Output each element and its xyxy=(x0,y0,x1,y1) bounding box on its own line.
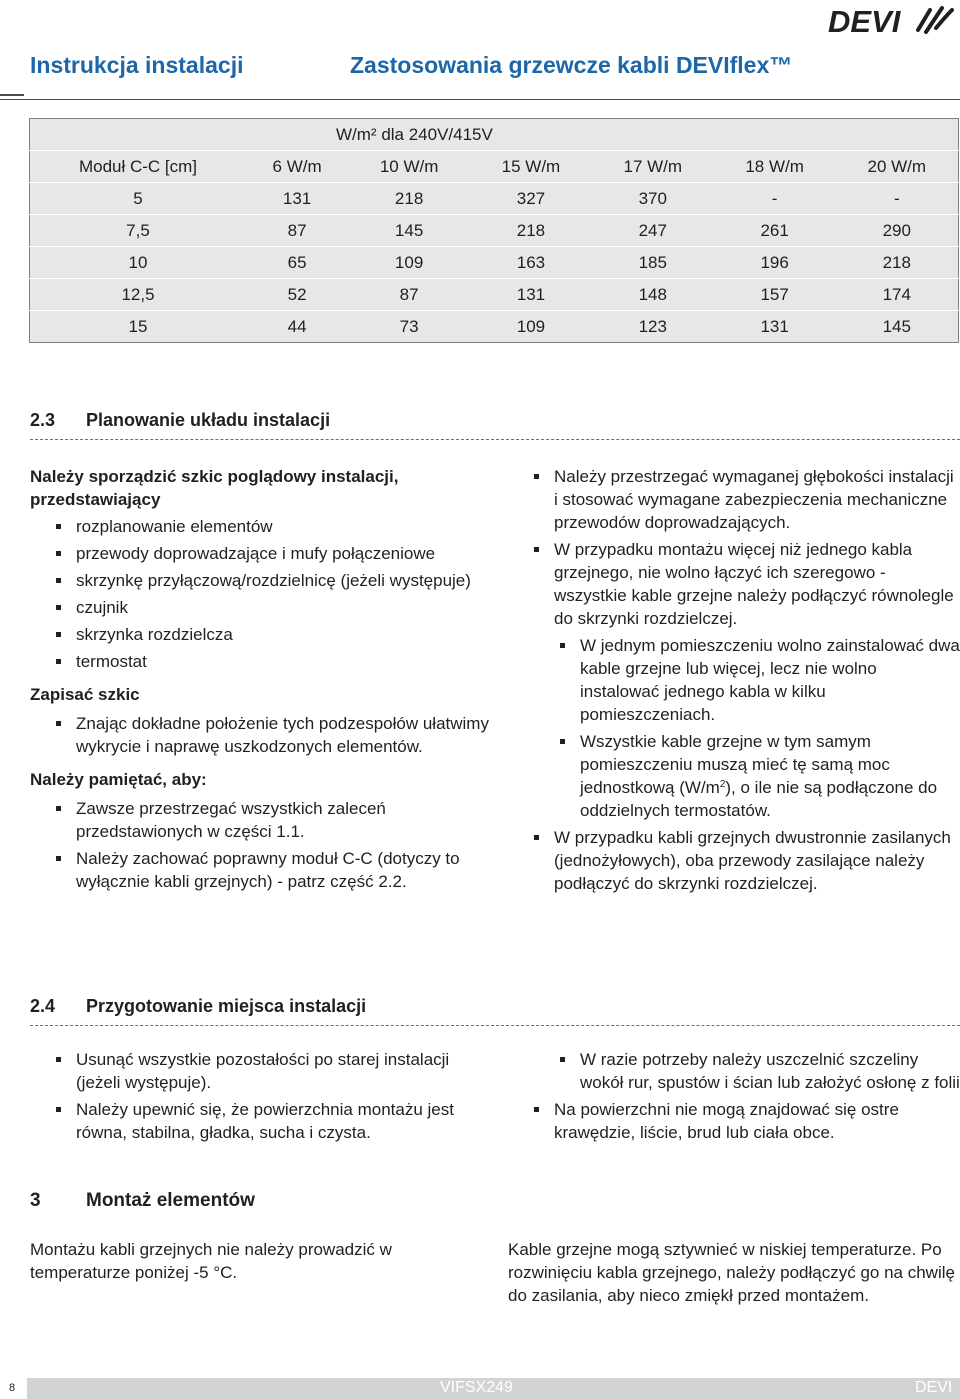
page-number: 8 xyxy=(9,1382,16,1394)
table-cell: 10 xyxy=(30,247,247,279)
table-cell: 157 xyxy=(714,279,836,311)
table-header-row xyxy=(30,151,959,183)
table-row xyxy=(30,279,959,311)
list-item: rozplanowanie elementów xyxy=(30,515,490,538)
right-list-2 xyxy=(508,826,960,895)
table-cell: 370 xyxy=(592,183,714,215)
list-item: W razie potrzeby należy uszczelnić szczeliny wokół rur, spustów i ścian lub założyć osłonę z folii xyxy=(508,1048,960,1094)
table-cell: 145 xyxy=(882,316,911,336)
table-cell: 109 xyxy=(348,247,470,279)
doc-type-title: Instrukcja instalacji xyxy=(30,52,244,78)
table-cell: 73 xyxy=(399,316,419,336)
table-cell: 131 xyxy=(246,183,348,215)
section-number: 2.3 xyxy=(30,410,56,430)
table-header-cell: 17 W/m xyxy=(592,151,714,183)
table-header-cell: 10 W/m xyxy=(348,151,470,183)
paragraph: Montażu kabli grzejnych nie należy prowadzić w temperaturze poniżej -5 °C. xyxy=(30,1240,392,1282)
subheading-save-sketch: Zapisać szkic xyxy=(30,685,140,704)
table-cell: 145 xyxy=(348,215,470,247)
list-item: W przypadku kabli grzejnych dwustronnie zasilanych (jednożyłowych), oba przewody zasilające należy podłączyć do skrzynki rozdzielczej. xyxy=(508,826,960,895)
table-cell: - xyxy=(836,183,959,215)
doc-main-title: Zastosowania grzewcze kabli DEVIflex™ xyxy=(350,52,793,78)
save-sketch-list xyxy=(30,712,490,758)
table-cell: 218 xyxy=(836,247,959,279)
table-cell: 109 xyxy=(516,316,546,336)
table-cell: 87 xyxy=(348,279,470,311)
table-cell: 163 xyxy=(470,247,592,279)
devi-logo-icon xyxy=(826,4,954,36)
table-caption: W/m² dla 240V/415V xyxy=(246,119,959,151)
nested-list xyxy=(508,1048,960,1094)
table-cell: 247 xyxy=(592,215,714,247)
table-cell: 131 xyxy=(470,279,592,311)
table-cell: 131 xyxy=(760,316,789,336)
table-cell: 87 xyxy=(246,215,348,247)
superscript: 2 xyxy=(719,779,726,790)
header-tick xyxy=(0,94,24,96)
section-number: 3 xyxy=(30,1190,41,1211)
list-text: ), o ile nie są podłączone do oddzielnych termostatów. xyxy=(580,778,938,820)
table-row xyxy=(30,311,959,343)
preparation-list-2 xyxy=(508,1098,960,1144)
section-3-left-column xyxy=(30,1238,470,1284)
list-item: skrzynka rozdzielcza xyxy=(30,623,490,646)
table-header-cell: Moduł C-C [cm] xyxy=(30,151,247,183)
section-title: Przygotowanie miejsca instalacji xyxy=(86,996,367,1016)
section-title: Montaż elementów xyxy=(86,1190,255,1211)
sketch-items-list xyxy=(30,515,490,673)
list-item: czujnik xyxy=(30,596,490,619)
list-item: W przypadku montażu więcej niż jednego kabla grzejnego, nie wolno łączyć ich szeregowo - wszystkie kable grzejne należy podłączyć równolegle do skrzynki rozdzielczej. xyxy=(508,538,960,630)
table-cell: 44 xyxy=(287,316,307,336)
table-caption-row xyxy=(30,119,959,151)
table-row xyxy=(30,183,959,215)
remember-list xyxy=(30,797,490,893)
section-number: 2.4 xyxy=(30,996,56,1016)
list-text: Wszystkie kable grzejne w tym samym pomieszczeniu muszą mieć tę samą moc jednostkową (W/m xyxy=(580,732,890,797)
section-2-4-right-column xyxy=(508,1048,960,1144)
table-header-cell: 20 W/m xyxy=(836,151,959,183)
table-cell: 261 xyxy=(714,215,836,247)
table-header-cell: 6 W/m xyxy=(246,151,348,183)
table-cell: 7,5 xyxy=(30,215,247,247)
subheading-remember: Należy pamiętać, aby: xyxy=(30,770,207,789)
table-cell: 148 xyxy=(592,279,714,311)
footer-brand: DEVI xyxy=(915,1379,953,1396)
preparation-list xyxy=(30,1048,490,1144)
table-cell: 12,5 xyxy=(30,279,247,311)
table-cell: 5 xyxy=(30,183,247,215)
power-table xyxy=(29,118,959,343)
list-item: W jednym pomieszczeniu wolno zainstalować dwa kable grzejne lub więcej, lecz nie wolno instalować jednego kabla w kilku pomieszczeniach. xyxy=(508,634,960,726)
section-divider xyxy=(30,1025,960,1026)
list-item: Na powierzchni nie mogą znajdować się ostre krawędzie, liście, brud lub ciała obce. xyxy=(508,1098,960,1144)
table-cell: 327 xyxy=(470,183,592,215)
section-3-heading xyxy=(30,1190,255,1212)
table-cell: 218 xyxy=(348,183,470,215)
list-item: skrzynkę przyłączową/rozdzielnicę (jeżeli występuje) xyxy=(30,569,490,592)
section-2-3-right-column xyxy=(508,465,960,895)
intro-text: Należy sporządzić szkic poglądowy instalacji, przedstawiający xyxy=(30,467,399,509)
list-item: termostat xyxy=(30,650,490,673)
list-item xyxy=(508,730,960,822)
table-cell: 174 xyxy=(836,279,959,311)
table-row xyxy=(30,215,959,247)
table-cell: 52 xyxy=(246,279,348,311)
section-3-right-column xyxy=(508,1238,956,1307)
section-title: Planowanie układu instalacji xyxy=(86,410,331,430)
list-item: Należy przestrzegać wymaganej głębokości instalacji i stosować wymagane zabezpieczenia mechaniczne przewodów doprowadzających. xyxy=(508,465,960,534)
section-2-4-heading xyxy=(30,996,366,1017)
logo-text: DEVI xyxy=(828,4,901,36)
table-cell: 196 xyxy=(714,247,836,279)
table-cell: 185 xyxy=(592,247,714,279)
list-item: Należy upewnić się, że powierzchnia montażu jest równa, stabilna, gładka, sucha i czysta. xyxy=(30,1098,490,1144)
list-item: przewody doprowadzające i mufy połączeniowe xyxy=(30,542,490,565)
section-2-4-left-column xyxy=(30,1048,490,1144)
right-list xyxy=(508,465,960,630)
section-2-3-left-column xyxy=(30,465,490,893)
table-cell: 65 xyxy=(246,247,348,279)
list-item: Znając dokładne położenie tych podzespołów ułatwimy wykrycie i naprawę uszkodzonych elementów. xyxy=(30,712,490,758)
table-row xyxy=(30,247,959,279)
document-code: VIFSX249 xyxy=(440,1379,513,1396)
table-cell: - xyxy=(714,183,836,215)
list-item: Należy zachować poprawny moduł C-C (dotyczy to wyłącznie kabli grzejnych) - patrz część 2.2. xyxy=(30,847,490,893)
table-cell: 218 xyxy=(470,215,592,247)
header-rule xyxy=(0,99,960,100)
table-cell xyxy=(30,119,247,151)
section-2-3-heading xyxy=(30,410,330,431)
table-cell: 123 xyxy=(638,316,667,336)
list-item: Zawsze przestrzegać wszystkich zaleceń przedstawionych w części 1.1. xyxy=(30,797,490,843)
table-cell: 15 xyxy=(128,316,148,336)
nested-list xyxy=(508,634,960,822)
section-divider xyxy=(30,439,960,440)
paragraph: Kable grzejne mogą sztywnieć w niskiej temperaturze. Po rozwinięciu kabla grzejnego, należy podłączyć go na chwilę do zasilania, aby nieco zmiękł przed montażem. xyxy=(508,1240,955,1305)
list-item: Usunąć wszystkie pozostałości po starej instalacji (jeżeli występuje). xyxy=(30,1048,490,1094)
table-header-cell: 15 W/m xyxy=(470,151,592,183)
table-header-cell: 18 W/m xyxy=(714,151,836,183)
table-cell: 290 xyxy=(836,215,959,247)
